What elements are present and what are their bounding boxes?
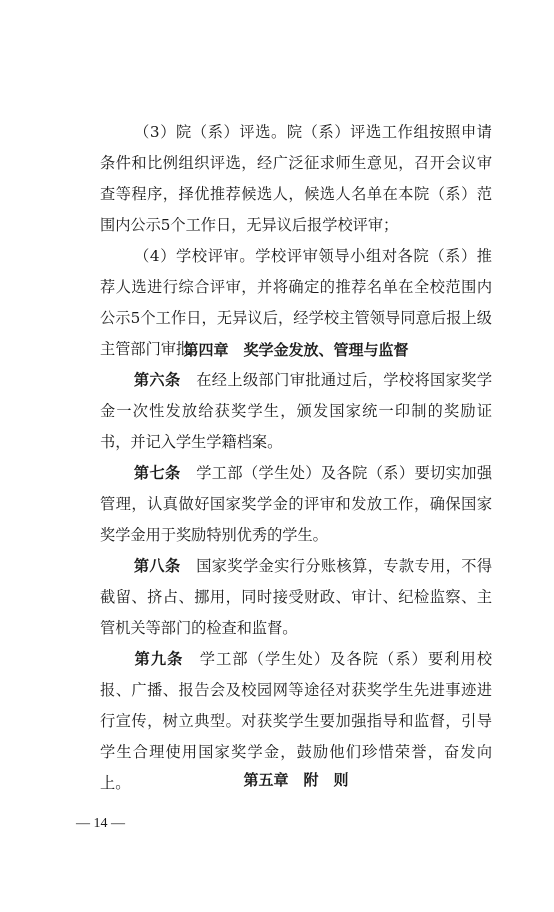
article-text: 学工部（学生处）及各院（系）要切实加强管理，认真做好国家奖学金的评审和发放工作，确保国家奖学金用于奖励特别优秀的学生。: [100, 464, 493, 544]
article-label: 第九条: [133, 650, 184, 668]
page-number: — 14 —: [76, 816, 125, 831]
article-label: 第八条: [133, 557, 181, 575]
article-text: 学工部（学生处）及各院（系）要利用校报、广播、报告会及校园网等途径对获奖学生先进事迹进行宣传，树立典型。对获奖学生要加强指导和监督，引导学生合理使用国家奖学金，鼓励他们珍惜荣誉，奋发向上。: [100, 650, 493, 792]
article-six: [100, 365, 492, 458]
paragraph-text: （3）院（系）评选。院（系）评选工作组按照申请条件和比例组织评选，经广泛征求师生意见，召开会议审查等程序，择优推荐候选人，候选人名单在本院（系）范围内公示5个工作日，无异议后报学校评审；: [100, 123, 492, 234]
paragraph-text: （4）学校评审。学校评审领导小组对各院（系）推荐人选进行综合评审，并将确定的推荐名单在全校范围内公示5个工作日，无异议后，经学校主管领导同意后报上级主管部门审批。: [100, 247, 492, 358]
chapter-four-heading: 第四章 奖学金发放、管理与监督: [183, 341, 409, 359]
article-eight: [100, 551, 492, 644]
article-text: 国家奖学金实行分账核算，专款专用，不得截留、挤占、挪用，同时接受财政、审计、纪检监察、主管机关等部门的检查和监督。: [100, 557, 493, 637]
article-label: 第六条: [133, 371, 181, 389]
article-text: 在经上级部门审批通过后，学校将国家奖学金一次性发放给获奖学生，颁发国家统一印制的奖励证书，并记入学生学籍档案。: [100, 371, 493, 451]
paragraph-college-selection: [100, 117, 492, 241]
chapter-five-heading: 第五章 附 则: [243, 771, 349, 789]
article-seven: [100, 458, 492, 551]
article-label: 第七条: [133, 464, 181, 482]
